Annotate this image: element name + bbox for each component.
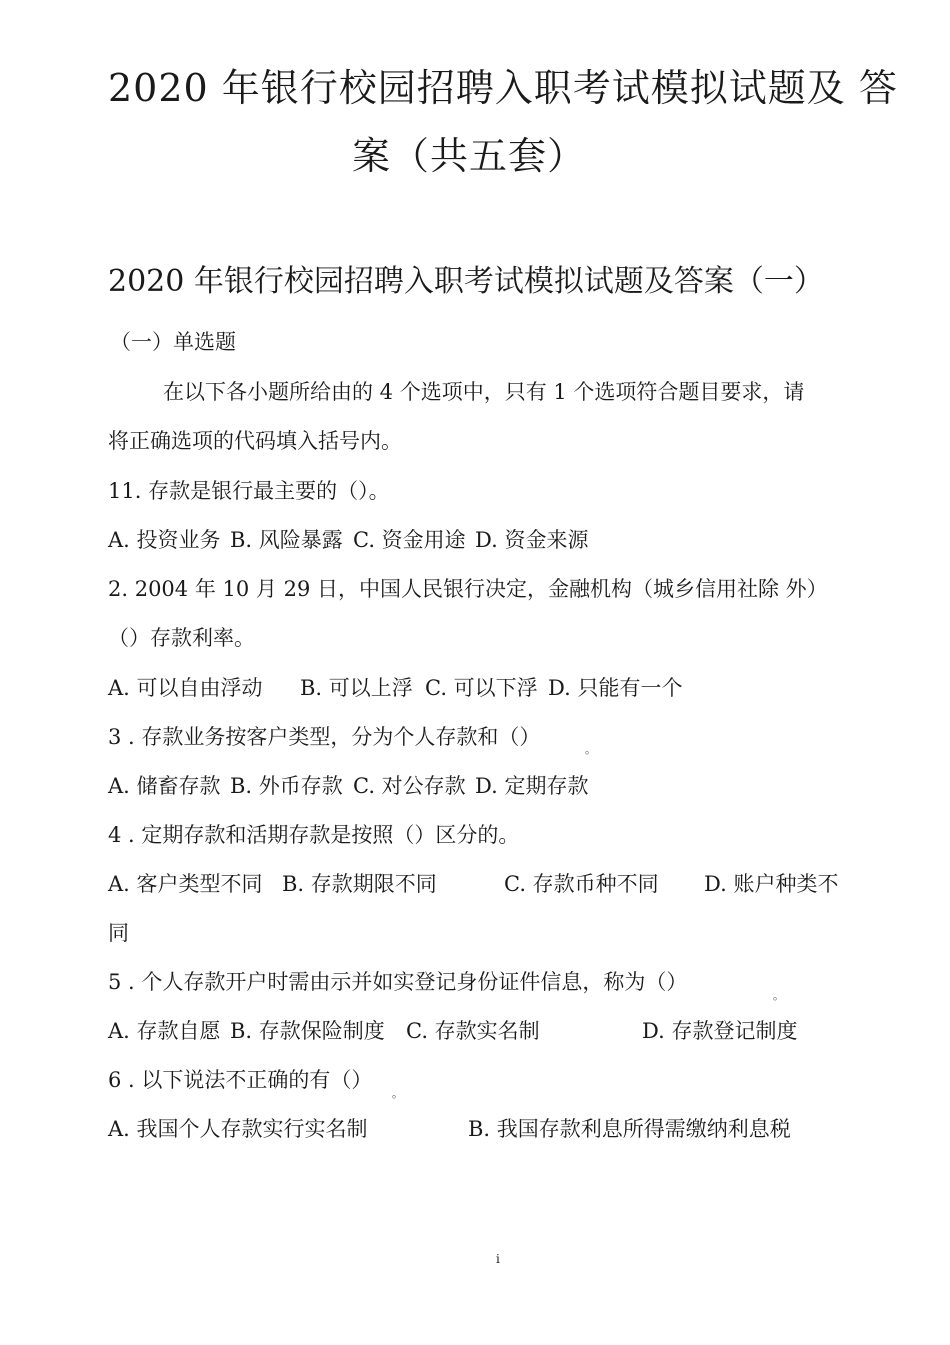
option-d: D. 定期存款 bbox=[475, 774, 589, 798]
instruction-line-1: 在以下各小题所给由的 4 个选项中，只有 1 个选项符合题目要求，请 bbox=[163, 380, 805, 404]
option-a: A. 存款自愿 bbox=[108, 1019, 221, 1043]
option-b: B. 风险暴露 bbox=[230, 528, 343, 552]
option-a: A. 客户类型不同 bbox=[108, 872, 263, 896]
option-c: C. 可以下浮 bbox=[425, 676, 538, 700]
option-b: B. 我国存款利息所得需缴纳利息税 bbox=[468, 1117, 791, 1141]
option-a: A. 储畜存款 bbox=[108, 774, 221, 798]
punctuation-mark: 。 bbox=[773, 989, 784, 1002]
option-d: D. 账户种类不 bbox=[704, 872, 839, 896]
document-title-line-1: 2020 年银行校园招聘入职考试模拟试题及 答 bbox=[108, 66, 898, 110]
section-heading: 2020 年银行校园招聘入职考试模拟试题及答案（一） bbox=[108, 264, 824, 299]
option-a: A. 可以自由浮动 bbox=[108, 676, 263, 700]
instruction-line-2: 将正确选项的代码填入括号内。 bbox=[108, 429, 402, 453]
option-b: B. 外币存款 bbox=[230, 774, 343, 798]
question-stem: 5 . 个人存款开户时需由示并如实登记身份证件信息，称为（） bbox=[108, 970, 688, 994]
document-title-line-2: 案（共五套） bbox=[352, 134, 587, 178]
option-b: B. 存款期限不同 bbox=[282, 872, 437, 896]
question-stem: 2. 2004 年 10 月 29 日，中国人民银行决定，金融机构（城乡信用社除 外） bbox=[108, 577, 828, 601]
option-b: B. 可以上浮 bbox=[300, 676, 413, 700]
punctuation-mark: 。 bbox=[392, 1087, 403, 1100]
option-a: A. 投资业务 bbox=[108, 528, 221, 552]
option-a: A. 我国个人存款实行实名制 bbox=[108, 1117, 368, 1141]
question-stem: 6 . 以下说法不正确的有（） bbox=[108, 1068, 373, 1092]
punctuation-mark: 。 bbox=[585, 743, 596, 756]
question-stem: 4 . 定期存款和活期存款是按照（）区分的。 bbox=[108, 823, 520, 847]
question-stem: 3 . 存款业务按客户类型，分为个人存款和（） bbox=[108, 725, 541, 749]
option-c: C. 资金用途 bbox=[353, 528, 466, 552]
option-d: D. 存款登记制度 bbox=[642, 1019, 798, 1043]
option-c: C. 对公存款 bbox=[353, 774, 466, 798]
option-b: B. 存款保险制度 bbox=[230, 1019, 385, 1043]
option-c: C. 存款实名制 bbox=[406, 1019, 540, 1043]
question-stem: 11. 存款是银行最主要的（）。 bbox=[108, 479, 390, 503]
page-number: i bbox=[496, 1252, 500, 1266]
option-d: D. 只能有一个 bbox=[548, 676, 683, 700]
question-stem-continued: （）存款利率。 bbox=[108, 626, 255, 650]
option-d: D. 资金来源 bbox=[475, 528, 589, 552]
option-continued: 同 bbox=[108, 921, 129, 945]
option-c: C. 存款币种不同 bbox=[504, 872, 659, 896]
question-type-label: （一）单选题 bbox=[110, 330, 236, 354]
